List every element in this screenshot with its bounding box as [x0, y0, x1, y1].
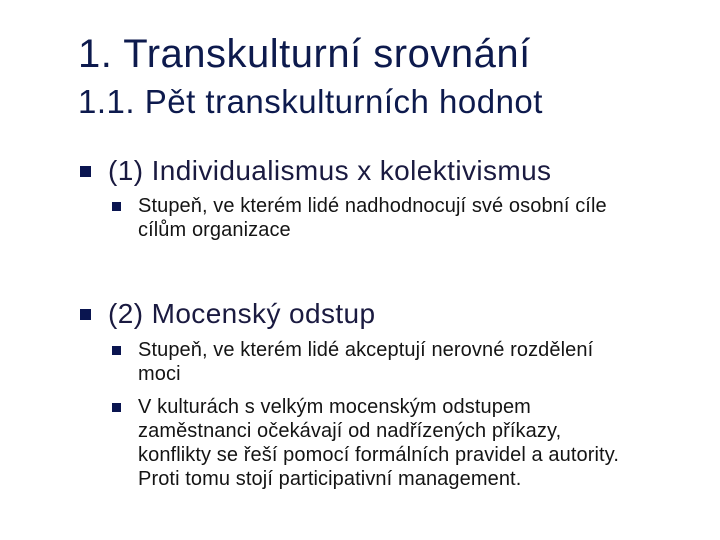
list-item-line: moci [138, 363, 181, 385]
bullet-square-icon [112, 403, 121, 412]
list-item-line: cílům organizace [138, 219, 291, 241]
list-item-line: Proti tomu stojí participativní management. [138, 468, 522, 490]
bullet-square-icon [112, 346, 121, 355]
bullet-square-icon [80, 309, 91, 320]
list-item-line: Stupeň, ve kterém lidé akceptují nerovné rozdělení [138, 339, 594, 361]
list-item-line: Stupeň, ve kterém lidé nadhodnocují své osobní cíle [138, 195, 607, 217]
bullet-square-icon [80, 166, 91, 177]
section-heading-power-distance: (2) Mocenský odstup [108, 298, 376, 329]
section-heading-individualism: (1) Individualismus x kolektivismus [108, 155, 552, 186]
list-item [138, 395, 619, 491]
list-item-line: V kulturách s velkým mocenským odstupem [138, 396, 531, 418]
slide-title: 1. Transkulturní srovnání [78, 32, 531, 76]
bullet-square-icon [112, 202, 121, 211]
list-item [138, 194, 607, 242]
slide-subtitle: 1.1. Pět transkulturních hodnot [78, 83, 543, 120]
list-item-line: zaměstnanci očekávají od nadřízených příkazy, [138, 420, 562, 442]
list-item [138, 338, 593, 386]
list-item-line: konflikty se řeší pomocí formálních pravidel a autority. [138, 444, 619, 466]
